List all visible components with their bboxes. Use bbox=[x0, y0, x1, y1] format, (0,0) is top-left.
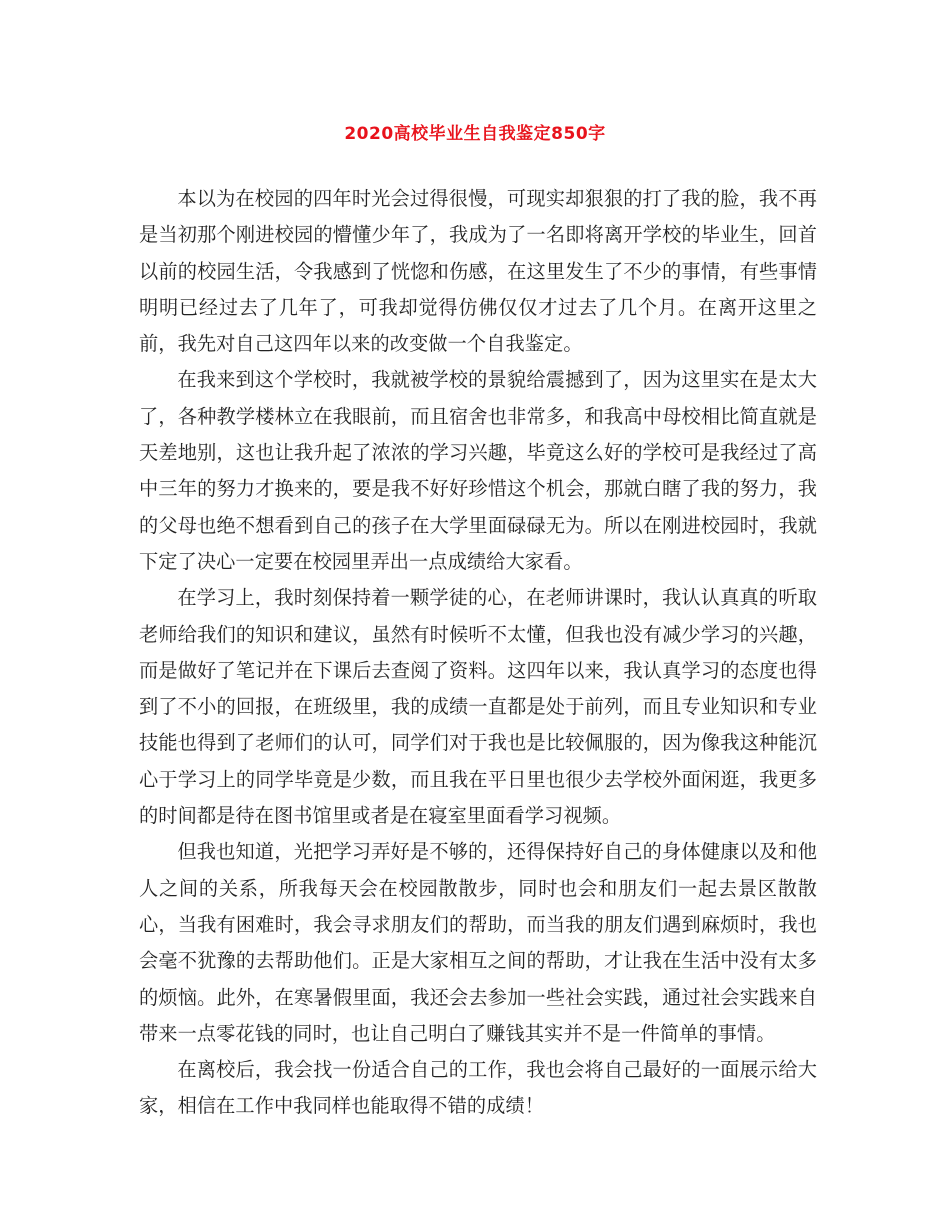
paragraph: 本以为在校园的四年时光会过得很慢，可现实却狠狠的打了我的脸，我不再是当初那个刚进校园的懵懂少年了，我成为了一名即将离开学校的毕业生，回首以前的校园生活，令我感到了恍惚和伤感，在这里发生了不少的事情，有些事情明明已经过去了几年了，可我却觉得仿佛仅仅才过去了几个月。在离开这里之前，我先对自己这四年以来的改变做一个自我鉴定。 bbox=[139, 187, 817, 356]
paragraph: 但我也知道，光把学习弄好是不够的，还得保持好自己的身体健康以及和他人之间的关系，所我每天会在校园散散步，同时也会和朋友们一起去景区散散心，当我有困难时，我会寻求朋友们的帮助，而当我的朋友们遇到麻烦时，我也会毫不犹豫的去帮助他们。正是大家相互之间的帮助，才让我在生活中没有太多的烦恼。此外，在寒暑假里面，我还会去参加一些社会实践，通过社会实践来自带来一点零花钱的同时，也让自己明白了赚钱其实并不是一件简单的事情。 bbox=[139, 840, 817, 1045]
paragraph: 在学习上，我时刻保持着一颗学徒的心，在老师讲课时，我认认真真的听取老师给我们的知识和建议，虽然有时候听不太懂，但我也没有减少学习的兴趣，而是做好了笔记并在下课后去查阅了资料。这四年以来，我认真学习的态度也得到了不小的回报，在班级里，我的成绩一直都是处于前列，而且专业知识和专业技能也得到了老师们的认可，同学们对于我也是比较佩服的，因为像我这种能沉心于学习上的同学毕竟是少数，而且我在平日里也很少去学校外面闲逛，我更多的时间都是待在图书馆里或者是在寝室里面看学习视频。 bbox=[139, 586, 817, 828]
document-body bbox=[139, 181, 817, 1125]
paragraph: 在我来到这个学校时，我就被学校的景貌给震撼到了，因为这里实在是太大了，各种教学楼林立在我眼前，而且宿舍也非常多，和我高中母校相比简直就是天差地别，这也让我升起了浓浓的学习兴趣，毕竟这么好的学校可是我经过了高中三年的努力才换来的，要是我不好好珍惜这个机会，那就白瞎了我的努力，我的父母也绝不想看到自己的孩子在大学里面碌碌无为。所以在刚进校园时，我就下定了决心一定要在校园里弄出一点成绩给大家看。 bbox=[139, 368, 817, 573]
document-title: 2020高校毕业生自我鉴定850字 bbox=[344, 124, 606, 144]
paragraph: 在离校后，我会找一份适合自己的工作，我也会将自己最好的一面展示给大家，相信在工作中我同样也能取得不错的成绩！ bbox=[139, 1058, 817, 1118]
